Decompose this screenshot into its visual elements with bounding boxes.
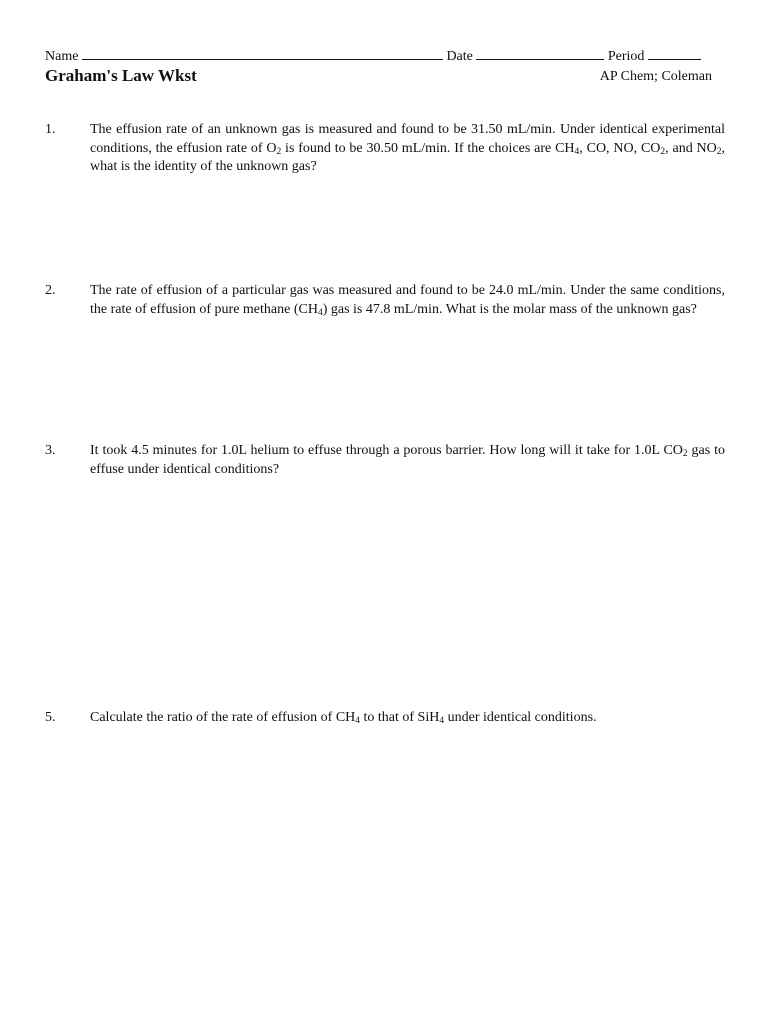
question-number: 2.	[45, 283, 56, 298]
text-segment: , CO, NO, CO	[579, 140, 661, 156]
text-segment: gas to effuse under identical conditions?	[90, 443, 725, 477]
question-2	[45, 282, 725, 319]
subscript: 4	[574, 146, 580, 157]
text-segment: It took 4.5 minutes for 1.0L helium to effuse through a porous barrier. How long will it take for 1.0L CO	[90, 443, 683, 458]
question-text	[90, 282, 725, 319]
text-segment: , what is the identity of the unknown gas?	[90, 140, 726, 174]
question-text	[90, 442, 725, 479]
question-1	[45, 121, 725, 177]
text-segment: , and NO	[665, 140, 717, 156]
question-3	[45, 442, 725, 479]
name-label: Name	[45, 49, 79, 64]
question-5	[45, 709, 725, 728]
question-number: 1.	[45, 122, 56, 137]
period-label: Period	[607, 49, 645, 64]
question-number: 3.	[45, 443, 56, 458]
text-segment: The effusion rate of an unknown gas is measured and found to be 31.50 mL/min. Under identical experimental conditions, the effusion rate of O	[90, 122, 725, 156]
subscript: 2	[716, 146, 722, 157]
header-fields	[45, 46, 713, 66]
subscript: 4	[317, 307, 323, 318]
course-label: AP Chem; Coleman	[599, 69, 712, 84]
text-segment: The rate of effusion of a particular gas was measured and found to be 24.0 mL/min. Under the same conditions, the rate of effusion of pure methane (CH	[90, 283, 725, 317]
question-text	[90, 121, 725, 177]
text-segment: ) gas is 47.8 mL/min. What is the molar mass of the unknown gas?	[322, 301, 697, 317]
name-blank	[82, 46, 443, 60]
subscript: 2	[276, 146, 282, 157]
text-segment: Calculate the ratio of the rate of effusion of CH	[90, 710, 356, 725]
text-segment: to that of SiH	[360, 710, 440, 725]
date-blank	[476, 46, 604, 60]
subscript: 2	[660, 146, 666, 157]
text-segment: is found to be 30.50 mL/min. If the choices are CH	[281, 140, 575, 156]
date-label: Date	[446, 49, 473, 64]
subscript: 4	[355, 716, 361, 726]
page-title: Graham's Law Wkst	[45, 66, 197, 85]
subscript: 2	[682, 449, 688, 459]
question-number: 5.	[45, 710, 56, 725]
text-segment: under identical conditions.	[444, 710, 597, 725]
period-blank	[648, 46, 701, 60]
subscript: 4	[439, 716, 445, 726]
question-text	[90, 709, 725, 728]
